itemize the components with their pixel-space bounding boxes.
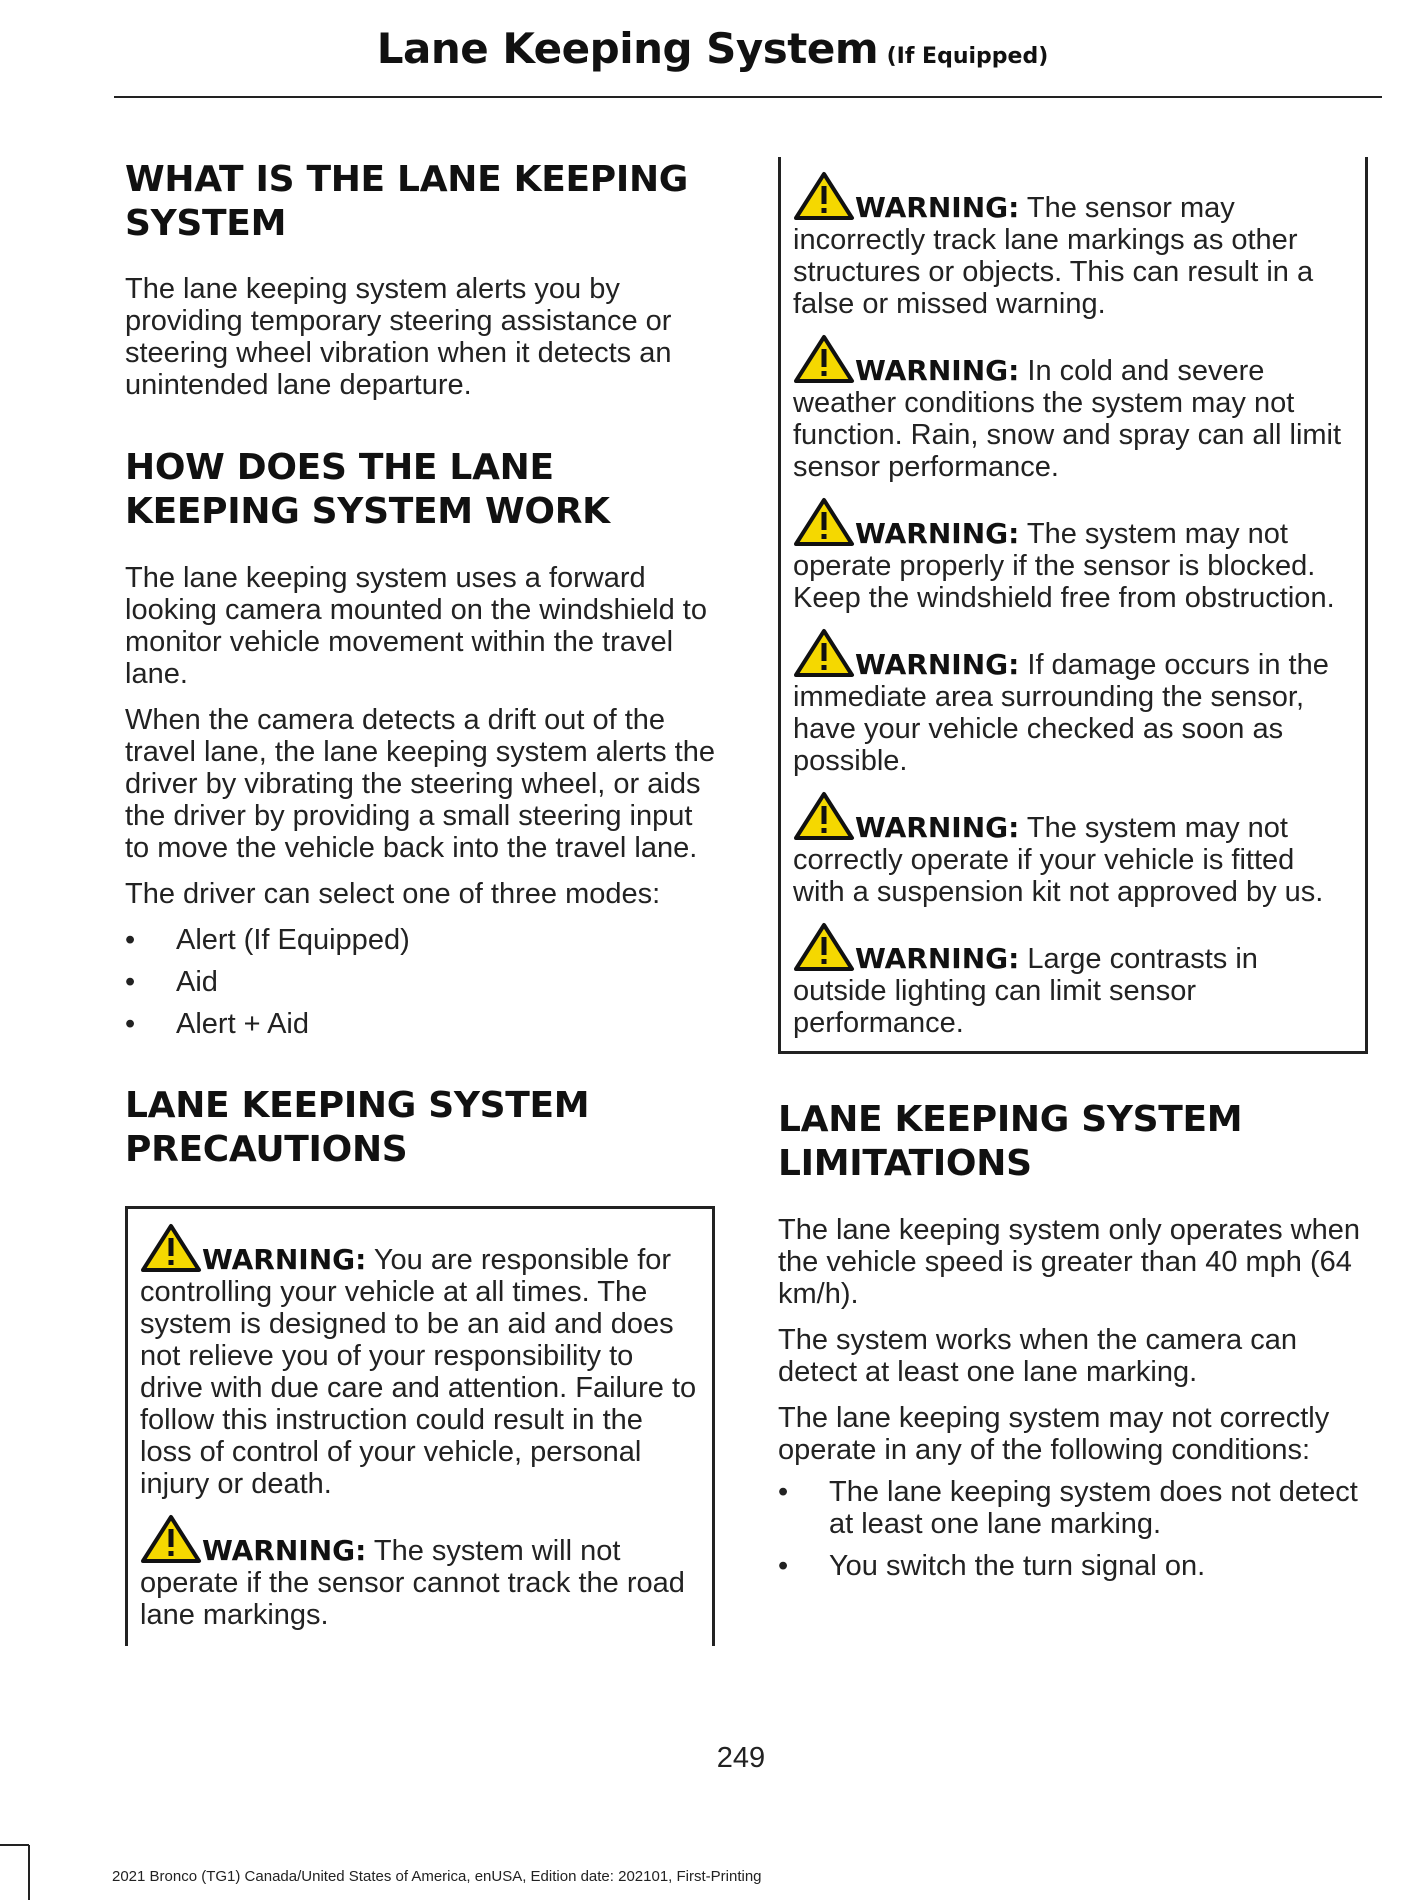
limitations-paragraph-3: The lane keeping system may not correctly operate in any of the following conditions:: [778, 1402, 1330, 1466]
bullet-glyph: •: [125, 924, 136, 956]
precautions-heading: LANE KEEPING SYSTEM PRECAUTIONS: [125, 1085, 590, 1170]
right-column: [778, 160, 1368, 1582]
list-item: • You switch the turn signal on.: [778, 1550, 1206, 1582]
page-title: Lane Keeping System: [376, 24, 879, 73]
list-item: • Aid: [125, 966, 218, 998]
bullet-glyph: •: [778, 1550, 789, 1582]
conditions-list: [778, 1476, 1368, 1582]
warning-triangle-icon: [140, 1223, 202, 1273]
crop-mark: [0, 1844, 29, 1846]
header-divider: [114, 96, 1382, 98]
list-item: • The lane keeping system does not detect at least one lane marking.: [778, 1476, 1358, 1540]
warning-triangle-icon: [793, 171, 855, 221]
bullet-glyph: •: [778, 1476, 789, 1508]
list-item: • Alert (If Equipped): [125, 924, 410, 956]
page-subtitle: (If Equipped): [886, 44, 1049, 69]
warning-item: WARNING: If damage occurs in the immediate area surrounding the sensor, have your vehicle checked as soon as possible.: [793, 628, 1353, 777]
page-number: 249: [716, 1742, 766, 1774]
precautions-warning-box: [125, 1206, 715, 1646]
bullet-glyph: •: [125, 1008, 136, 1040]
warning-triangle-icon: [793, 922, 855, 972]
what-paragraph: The lane keeping system alerts you by providing temporary steering assistance or steering wheel vibration when it detects an unintended lane departure.: [125, 273, 672, 401]
warning-item: WARNING: The system will not operate if the sensor cannot track the road lane markings.: [140, 1514, 700, 1631]
limitations-paragraph-2: The system works when the camera can detect at least one lane marking.: [778, 1324, 1297, 1388]
warning-item: WARNING: You are responsible for controlling your vehicle at all times. The system is designed to be an aid and does not relieve you of your responsibility to drive with due care and attention. Failure to follow this instruction could result in the loss of control of your vehicle, personal injury or death.: [140, 1223, 700, 1500]
warning-triangle-icon: [793, 791, 855, 841]
how-paragraph-3: The driver can select one of three modes:: [125, 878, 661, 910]
bullet-glyph: •: [125, 966, 136, 998]
warning-triangle-icon: [793, 334, 855, 384]
warning-triangle-icon: [793, 497, 855, 547]
left-column: [125, 130, 715, 1646]
page-footer: 2021 Bronco (TG1) Canada/United States of America, enUSA, Edition date: 202101, First-Printing: [112, 1868, 762, 1885]
warning-item: WARNING: In cold and severe weather conditions the system may not function. Rain, snow and spray can all limit sensor performance.: [793, 334, 1353, 483]
crop-mark: [28, 1845, 30, 1900]
limitations-paragraph-1: The lane keeping system only operates when the vehicle speed is greater than 40 mph (64 km/h).: [778, 1214, 1360, 1310]
page-header: [0, 24, 1425, 73]
warning-triangle-icon: [140, 1514, 202, 1564]
warning-triangle-icon: [793, 628, 855, 678]
sensor-warning-box: [778, 157, 1368, 1054]
list-item: • Alert + Aid: [125, 1008, 309, 1040]
how-paragraph-1: The lane keeping system uses a forward looking camera mounted on the windshield to monitor vehicle movement within the travel lane.: [125, 562, 707, 690]
warning-item: WARNING: The system may not correctly operate if your vehicle is fitted with a suspension kit not approved by us.: [793, 791, 1353, 908]
what-heading: WHAT IS THE LANE KEEPING SYSTEM: [125, 159, 689, 244]
modes-list: [125, 924, 715, 1040]
how-heading: HOW DOES THE LANE KEEPING SYSTEM WORK: [125, 447, 610, 532]
warning-item: WARNING: Large contrasts in outside lighting can limit sensor performance.: [793, 922, 1353, 1039]
how-paragraph-2: When the camera detects a drift out of the travel lane, the lane keeping system alerts the driver by vibrating the steering wheel, or aids the driver by providing a small steering input to move the vehicle back into the travel lane.: [125, 704, 715, 864]
warning-item: WARNING: The sensor may incorrectly track lane markings as other structures or objects. This can result in a false or missed warning.: [793, 171, 1353, 320]
limitations-heading: LANE KEEPING SYSTEM LIMITATIONS: [778, 1099, 1243, 1184]
warning-item: WARNING: The system may not operate properly if the sensor is blocked. Keep the windshield free from obstruction.: [793, 497, 1353, 614]
